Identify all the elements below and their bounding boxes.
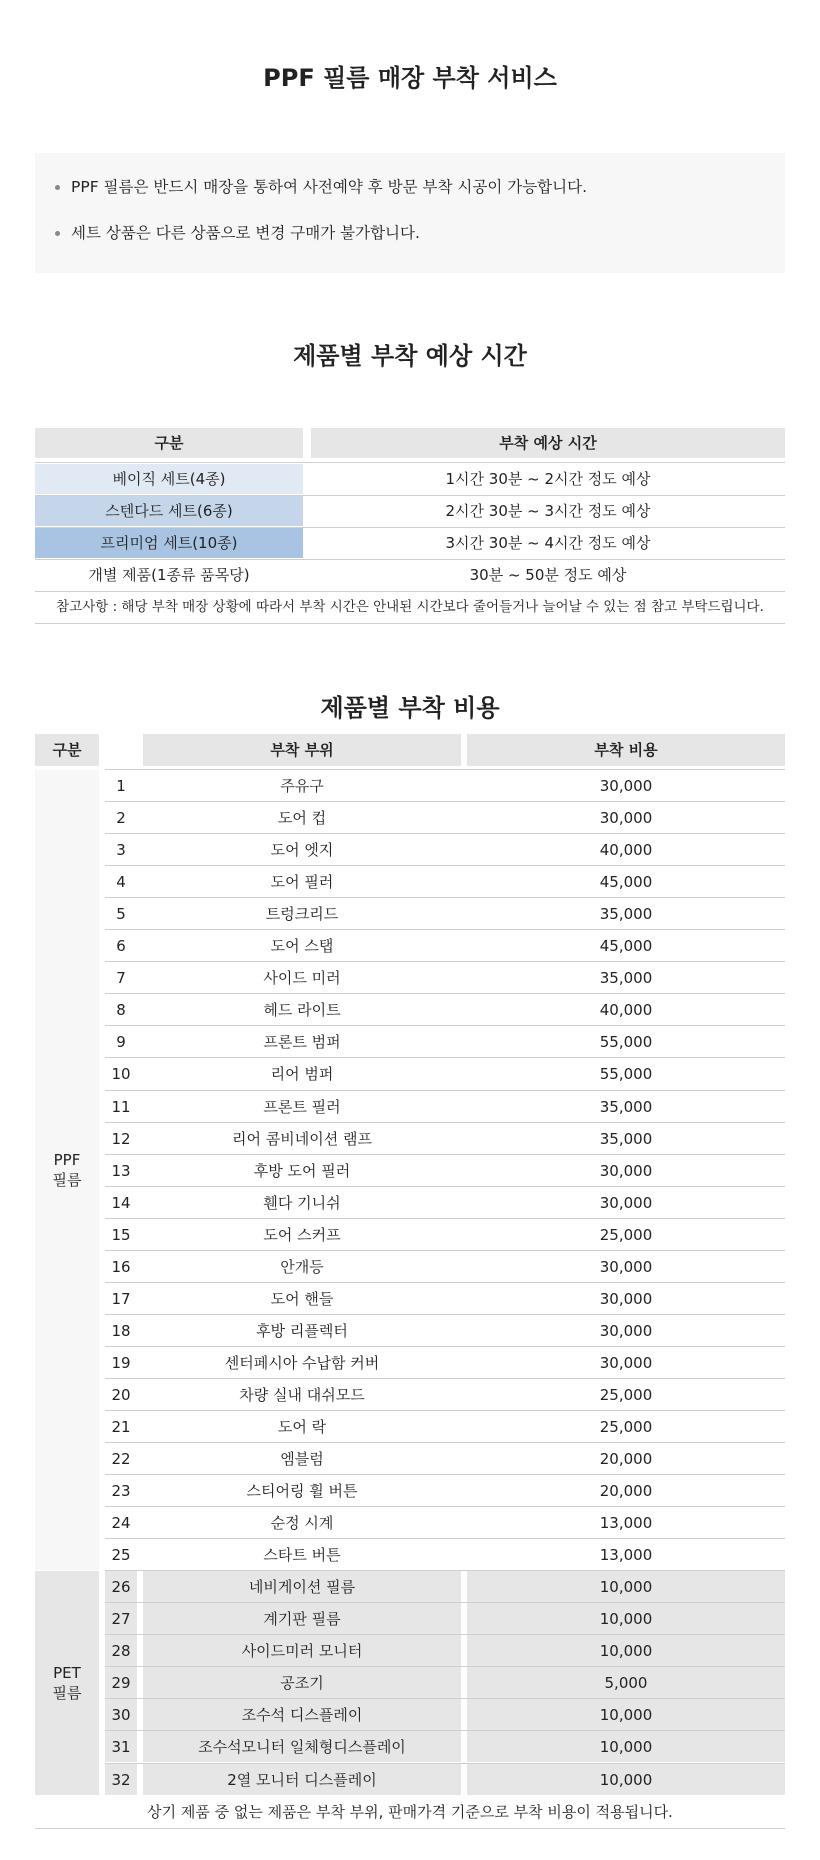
cost-row bbox=[105, 1058, 785, 1089]
cost-row-cost: 20,000 bbox=[599, 1450, 653, 1468]
cost-row bbox=[105, 1475, 785, 1506]
bullet-icon bbox=[55, 231, 60, 236]
time-row-value: 2시간 30분 ~ 3시간 정도 예상 bbox=[445, 502, 651, 520]
cost-row-number: 30 bbox=[105, 1699, 137, 1730]
cost-row-part: 차량 실내 대쉬모드 bbox=[239, 1386, 365, 1404]
notice-item bbox=[55, 177, 785, 197]
cost-row-number: 7 bbox=[116, 969, 126, 987]
time-row-value: 30분 ~ 50분 정도 예상 bbox=[469, 566, 627, 584]
cost-row bbox=[105, 1731, 785, 1762]
cost-row-number: 22 bbox=[111, 1450, 131, 1468]
cost-row-part: 스티어링 휠 버튼 bbox=[246, 1482, 358, 1500]
cost-row-number: 20 bbox=[111, 1386, 131, 1404]
cost-row-part: 프론트 범퍼 bbox=[263, 1033, 341, 1051]
cost-row-part: 프론트 필러 bbox=[263, 1098, 341, 1116]
cost-row bbox=[105, 1764, 785, 1795]
time-row-category: 프리미엄 세트(10종) bbox=[35, 528, 303, 558]
cost-row-part: 휀다 기니쉬 bbox=[263, 1194, 341, 1212]
cost-row-number: 1 bbox=[116, 777, 126, 795]
time-row bbox=[35, 464, 785, 494]
cost-row bbox=[105, 1187, 785, 1218]
time-row-category: 베이직 세트(4종) bbox=[35, 464, 303, 494]
section-title-cost: 제품별 부착 비용 bbox=[320, 694, 500, 722]
cost-row-part: 사이드미러 모니터 bbox=[143, 1635, 461, 1666]
group-label-line: 필름 bbox=[52, 1684, 82, 1702]
cost-row-cost: 30,000 bbox=[599, 809, 653, 827]
time-row-value: 1시간 30분 ~ 2시간 정도 예상 bbox=[445, 470, 651, 488]
cost-row-cost: 10,000 bbox=[467, 1699, 785, 1730]
cost-row bbox=[105, 1026, 785, 1057]
cost-row-cost: 10,000 bbox=[467, 1635, 785, 1666]
cost-row-number: 17 bbox=[111, 1290, 131, 1308]
cost-row bbox=[105, 1219, 785, 1250]
cost-row-cost: 40,000 bbox=[599, 1001, 653, 1019]
cost-row-number: 16 bbox=[111, 1258, 131, 1276]
cost-row-part: 도어 스탭 bbox=[270, 937, 334, 955]
cost-row-cost: 5,000 bbox=[467, 1667, 785, 1698]
group-label-line: PPF bbox=[53, 1151, 81, 1169]
cost-row-number: 19 bbox=[111, 1354, 131, 1372]
cost-row-number: 11 bbox=[111, 1098, 131, 1116]
group-label-pet bbox=[35, 1571, 99, 1795]
cost-row bbox=[105, 1635, 785, 1666]
cost-row-number: 9 bbox=[116, 1033, 126, 1051]
cost-row-part: 도어 스커프 bbox=[263, 1226, 341, 1244]
cost-row bbox=[105, 834, 785, 865]
cost-row-number: 24 bbox=[111, 1514, 131, 1532]
cost-row-part: 후방 도어 필러 bbox=[253, 1162, 351, 1180]
cost-row-number: 25 bbox=[111, 1546, 131, 1564]
cost-row-number: 23 bbox=[111, 1482, 131, 1500]
cost-row bbox=[105, 962, 785, 993]
cost-row-cost: 10,000 bbox=[467, 1603, 785, 1634]
cost-row-number: 21 bbox=[111, 1418, 131, 1436]
cost-row-number: 28 bbox=[105, 1635, 137, 1666]
header-cost: 부착 비용 bbox=[467, 734, 785, 766]
cost-row bbox=[105, 1283, 785, 1314]
cost-row-number: 8 bbox=[116, 1001, 126, 1019]
cost-row-cost: 10,000 bbox=[467, 1764, 785, 1795]
cost-row-cost: 30,000 bbox=[599, 1258, 653, 1276]
cost-row bbox=[105, 1251, 785, 1282]
cost-row bbox=[105, 1443, 785, 1474]
cost-row-cost: 30,000 bbox=[599, 1322, 653, 1340]
cost-row bbox=[105, 898, 785, 929]
time-row-category: 스텐다드 세트(6종) bbox=[35, 496, 303, 526]
cost-row-cost: 45,000 bbox=[599, 937, 653, 955]
cost-row-number: 6 bbox=[116, 937, 126, 955]
cost-row-number: 15 bbox=[111, 1226, 131, 1244]
time-table-header bbox=[35, 428, 785, 458]
notice-box bbox=[35, 153, 785, 273]
cost-row-cost: 45,000 bbox=[599, 873, 653, 891]
cost-row-cost: 13,000 bbox=[599, 1546, 653, 1564]
cost-row-cost: 35,000 bbox=[599, 905, 653, 923]
header-part: 부착 부위 bbox=[143, 734, 461, 766]
cost-row-part: 조수석모니터 일체형디스플레이 bbox=[143, 1731, 461, 1762]
cost-row-part: 2열 모니터 디스플레이 bbox=[143, 1764, 461, 1795]
notice-item bbox=[55, 223, 785, 243]
cost-row bbox=[105, 1379, 785, 1410]
group-label-ppf bbox=[35, 770, 99, 1570]
cost-row-part: 도어 엣지 bbox=[270, 841, 334, 859]
cost-row-cost: 35,000 bbox=[599, 969, 653, 987]
cost-row-part: 네비게이션 필름 bbox=[143, 1571, 461, 1602]
cost-row-number: 2 bbox=[116, 809, 126, 827]
header-time: 부착 예상 시간 bbox=[311, 428, 785, 458]
cost-row-cost: 30,000 bbox=[599, 1162, 653, 1180]
cost-row-part: 계기판 필름 bbox=[143, 1603, 461, 1634]
cost-row bbox=[105, 802, 785, 833]
cost-row-cost: 25,000 bbox=[599, 1418, 653, 1436]
cost-row bbox=[105, 1539, 785, 1570]
section-title-service: PPF 필름 매장 부착 서비스 bbox=[263, 64, 557, 92]
cost-row-part: 도어 필러 bbox=[270, 873, 334, 891]
header-group: 구분 bbox=[35, 734, 99, 766]
cost-row-number: 4 bbox=[116, 873, 126, 891]
cost-row-cost: 13,000 bbox=[599, 1514, 653, 1532]
cost-row-part: 센터페시아 수납함 커버 bbox=[224, 1354, 380, 1372]
cost-row bbox=[105, 994, 785, 1025]
cost-row-number: 29 bbox=[105, 1667, 137, 1698]
cost-row-part: 안개등 bbox=[280, 1258, 324, 1276]
cost-row-part: 스타트 버튼 bbox=[263, 1546, 341, 1564]
bullet-icon bbox=[55, 185, 60, 190]
time-note-row bbox=[35, 592, 785, 622]
cost-row bbox=[105, 770, 785, 801]
cost-row-part: 헤드 라이트 bbox=[263, 1001, 341, 1019]
cost-row-number: 18 bbox=[111, 1322, 131, 1340]
time-row bbox=[35, 496, 785, 526]
time-row bbox=[35, 560, 785, 590]
cost-row bbox=[105, 930, 785, 961]
group-label-line: 필름 bbox=[52, 1171, 82, 1189]
cost-row-part: 주유구 bbox=[280, 777, 324, 795]
cost-row-part: 조수석 디스플레이 bbox=[143, 1699, 461, 1730]
cost-row-cost: 30,000 bbox=[599, 1194, 653, 1212]
cost-row-cost: 40,000 bbox=[599, 841, 653, 859]
cost-row-cost: 55,000 bbox=[599, 1065, 653, 1083]
cost-row bbox=[105, 1411, 785, 1442]
cost-row-part: 트렁크리드 bbox=[265, 905, 339, 923]
cost-footer-note: 상기 제품 중 없는 제품은 부착 부위, 판매가격 기준으로 부착 비용이 적용됩니다. bbox=[35, 1796, 785, 1829]
time-row-category: 개별 제품(1종류 품목당) bbox=[88, 566, 250, 584]
cost-row-cost: 20,000 bbox=[599, 1482, 653, 1500]
cost-row-part: 도어 락 bbox=[277, 1418, 327, 1436]
cost-row-part: 리어 범퍼 bbox=[270, 1065, 334, 1083]
cost-row bbox=[105, 1091, 785, 1122]
group-label-line: PET bbox=[53, 1664, 81, 1682]
cost-row-cost: 35,000 bbox=[599, 1098, 653, 1116]
cost-row-part: 공조기 bbox=[143, 1667, 461, 1698]
cost-row-cost: 30,000 bbox=[599, 777, 653, 795]
cost-row-number: 12 bbox=[111, 1130, 131, 1148]
notice-text: PPF 필름은 반드시 매장을 통하여 사전예약 후 방문 부착 시공이 가능합니다. bbox=[71, 178, 588, 196]
time-note: 참고사항 : 해당 부착 매장 상황에 따라서 부착 시간은 안내된 시간보다 줄어들거나 늘어날 수 있는 점 참고 부탁드립니다. bbox=[56, 599, 764, 615]
cost-row-cost: 55,000 bbox=[599, 1033, 653, 1051]
cost-row-part: 엠블럼 bbox=[280, 1450, 324, 1468]
header-category: 구분 bbox=[35, 428, 303, 458]
cost-row-number: 10 bbox=[111, 1065, 131, 1083]
cost-row-number: 26 bbox=[105, 1571, 137, 1602]
cost-row bbox=[105, 866, 785, 897]
cost-row-cost: 10,000 bbox=[467, 1571, 785, 1602]
cost-row bbox=[105, 1603, 785, 1634]
cost-row bbox=[105, 1315, 785, 1346]
cost-row-number: 14 bbox=[111, 1194, 131, 1212]
cost-row bbox=[105, 1123, 785, 1154]
cost-row-cost: 30,000 bbox=[599, 1290, 653, 1308]
cost-row-cost: 25,000 bbox=[599, 1226, 653, 1244]
cost-row-number: 32 bbox=[105, 1764, 137, 1795]
cost-row bbox=[105, 1155, 785, 1186]
cost-row-cost: 10,000 bbox=[467, 1731, 785, 1762]
cost-row-number: 3 bbox=[116, 841, 126, 859]
cost-row-number: 13 bbox=[111, 1162, 131, 1180]
time-row bbox=[35, 528, 785, 558]
cost-row-part: 도어 핸들 bbox=[270, 1290, 334, 1308]
cost-row-number: 31 bbox=[105, 1731, 137, 1762]
cost-row bbox=[105, 1667, 785, 1698]
cost-row-cost: 35,000 bbox=[599, 1130, 653, 1148]
notice-text: 세트 상품은 다른 상품으로 변경 구매가 불가합니다. bbox=[71, 224, 420, 242]
cost-row-part: 순정 시계 bbox=[270, 1514, 334, 1532]
cost-row-number: 27 bbox=[105, 1603, 137, 1634]
section-title-time: 제품별 부착 예상 시간 bbox=[293, 342, 527, 370]
cost-row bbox=[105, 1347, 785, 1378]
cost-row-cost: 30,000 bbox=[599, 1354, 653, 1372]
cost-row-part: 사이드 미러 bbox=[263, 969, 341, 987]
cost-row bbox=[105, 1571, 785, 1602]
cost-row bbox=[105, 1699, 785, 1730]
cost-row-cost: 25,000 bbox=[599, 1386, 653, 1404]
cost-row-part: 도어 컵 bbox=[277, 809, 327, 827]
time-row-value: 3시간 30분 ~ 4시간 정도 예상 bbox=[445, 534, 651, 552]
cost-row-part: 리어 콤비네이션 램프 bbox=[232, 1130, 372, 1148]
cost-row-number: 5 bbox=[116, 905, 126, 923]
cost-row-part: 후방 리플렉터 bbox=[256, 1322, 348, 1340]
cost-row bbox=[105, 1507, 785, 1538]
